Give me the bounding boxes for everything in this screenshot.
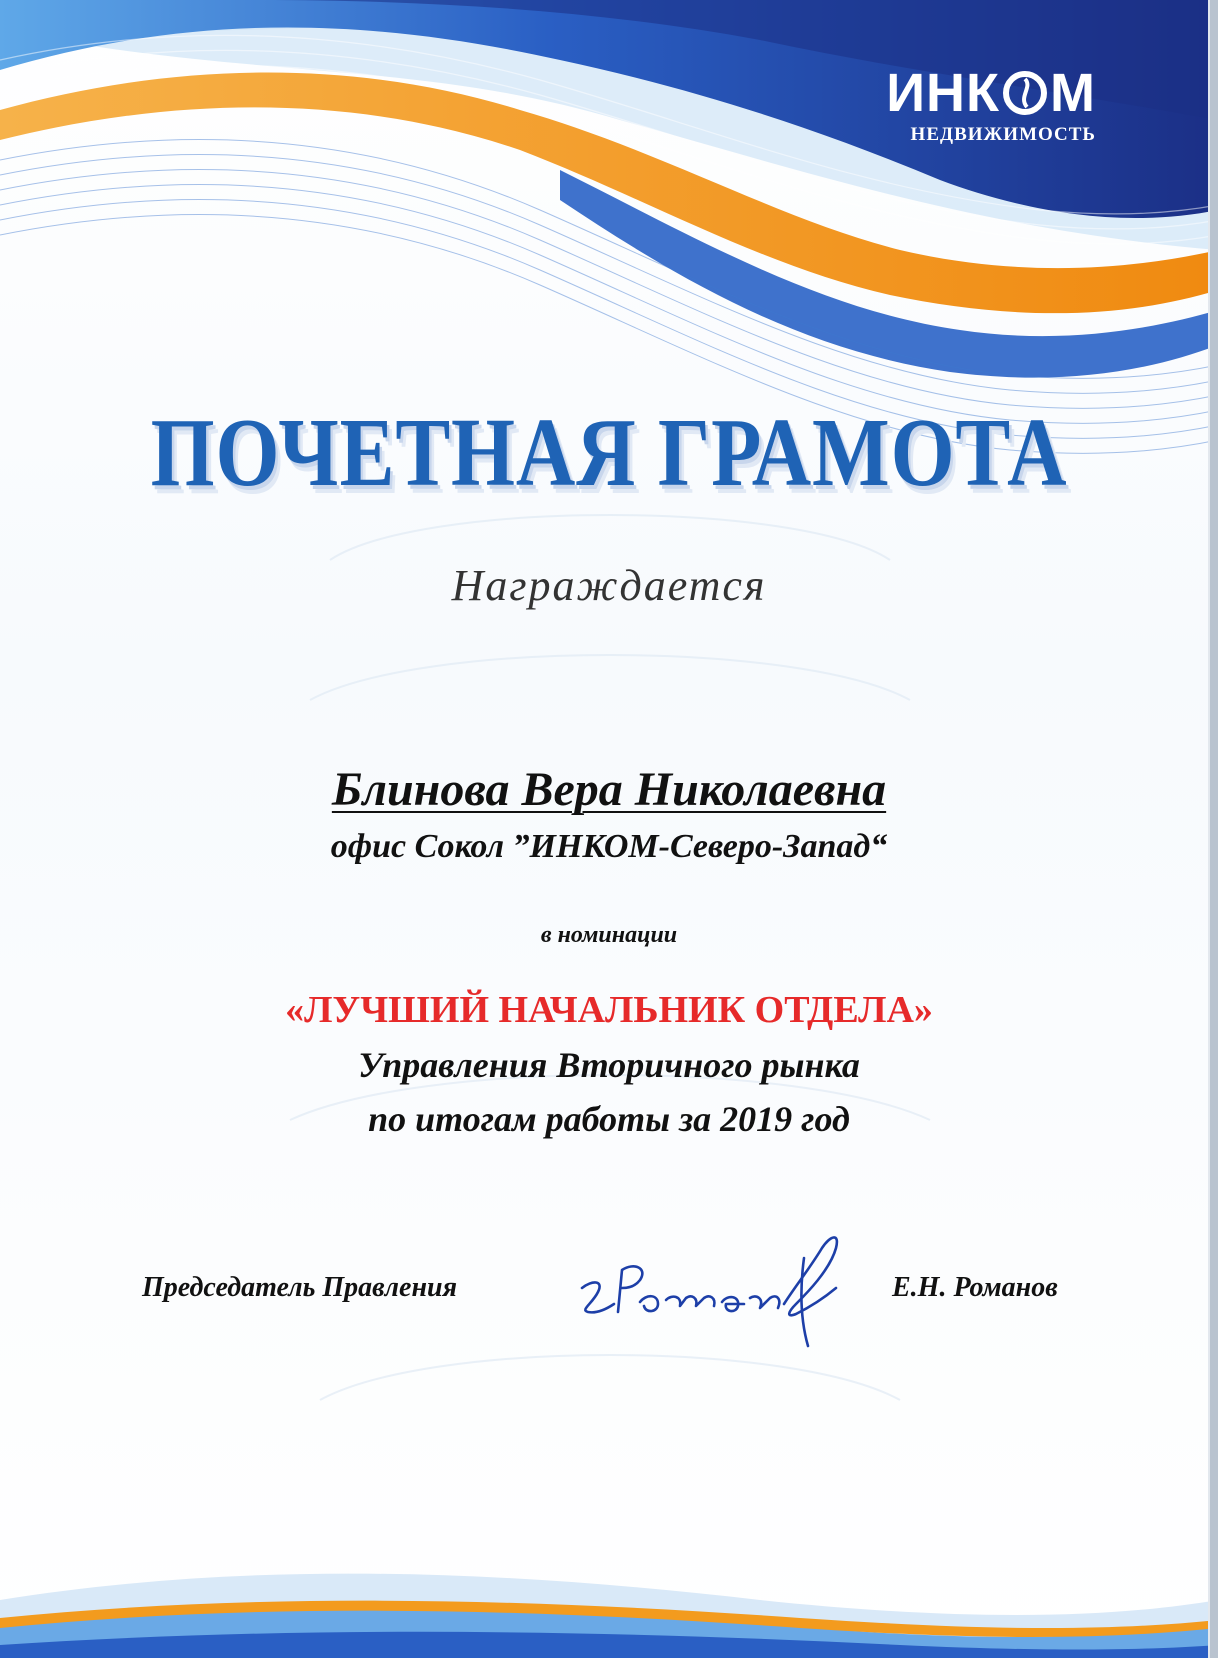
handwritten-signature: [574, 1218, 874, 1358]
logo-tagline: НЕДВИЖИМОСТЬ: [910, 124, 1096, 145]
awarded-label: Награждается: [451, 561, 767, 610]
recipient-name: [0, 762, 1218, 817]
logo-text-right: М: [1050, 63, 1096, 123]
certificate-title: ПОЧЕТНАЯ ГРАМОТА: [150, 399, 1068, 507]
company-logo: [856, 64, 1096, 146]
recipient-office: офис Сокол ”ИНКОМ-Северо-Запад“: [330, 828, 888, 865]
nomination-label: в номинации: [540, 922, 678, 948]
logo-wordmark: [856, 64, 1096, 122]
logo-swirl-icon: [1002, 70, 1048, 116]
recipient-name-text: Блинова Вера Николаевна: [331, 763, 887, 816]
signer-position: Председатель Правления: [142, 1272, 458, 1303]
department-text: [0, 1038, 1218, 1146]
logo-text-left: ИНК: [886, 63, 1001, 123]
department-line-1: Управления Вторичного рынка: [358, 1045, 860, 1085]
signer-name: Е.Н. Романов: [892, 1272, 1058, 1303]
nomination-title: «ЛУЧШИЙ НАЧАЛЬНИК ОТДЕЛА»: [285, 989, 933, 1031]
department-line-2: по итогам работы за 2019 год: [368, 1099, 850, 1139]
